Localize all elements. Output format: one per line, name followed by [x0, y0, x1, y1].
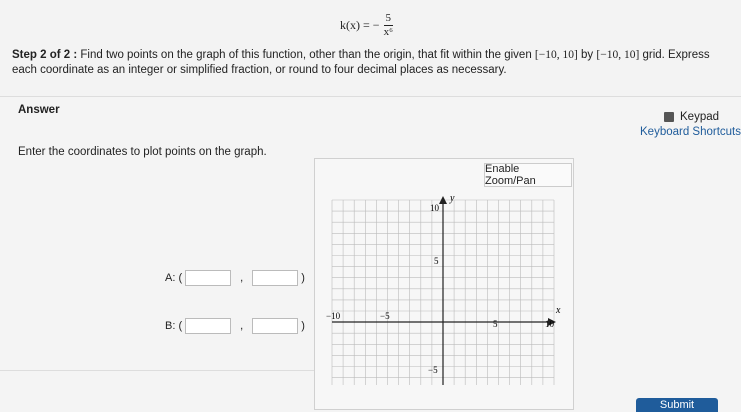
step-label: Step 2 of 2 :	[12, 49, 78, 61]
interval-x: [−10, 10]	[534, 49, 578, 61]
step-text-1: Find two points on the graph of this function, other than the origin, that fit within the given	[77, 49, 535, 61]
tick-label-y-5: 5	[434, 256, 439, 266]
tick-label-x-neg5: −5	[380, 311, 390, 321]
fraction-denominator: x⁶	[383, 26, 393, 38]
function-lhs: k(x) = −	[340, 18, 380, 32]
plot-instruction: Enter the coordinates to plot points on the graph.	[18, 146, 267, 158]
x-axis-label: x	[556, 305, 561, 316]
fraction-numerator: 5	[385, 12, 392, 24]
step-text-2: grid. Express each coordinate as an integer or simplified fraction, or round to four decimal places as necessary.	[12, 49, 710, 76]
keyboard-shortcuts-link[interactable]: Keyboard Shortcuts	[640, 126, 741, 138]
y-axis-label: y	[450, 193, 455, 204]
point-a-label: A: (	[165, 272, 183, 284]
tick-label-y-neg5: −5	[428, 365, 438, 375]
enable-zoom-pan-button[interactable]: Enable Zoom/Pan	[484, 163, 572, 187]
point-b-label: B: (	[165, 320, 183, 332]
tick-label-y-10: 10	[430, 203, 439, 213]
answer-label: Answer	[18, 104, 60, 116]
interval-y: [−10, 10]	[596, 49, 640, 61]
axes	[332, 196, 556, 385]
point-b-close: )	[301, 320, 305, 332]
point-a-comma: ,	[240, 272, 244, 284]
point-b-comma: ,	[240, 320, 244, 332]
tick-label-x-10: 10	[545, 319, 554, 329]
tick-label-x-neg10: −10	[326, 311, 341, 321]
tick-label-x-5: 5	[493, 319, 498, 329]
submit-button[interactable]: Submit	[636, 398, 718, 412]
step-by: by	[577, 49, 597, 61]
point-a-close: )	[301, 272, 305, 284]
keypad-label: Keypad	[680, 111, 720, 123]
